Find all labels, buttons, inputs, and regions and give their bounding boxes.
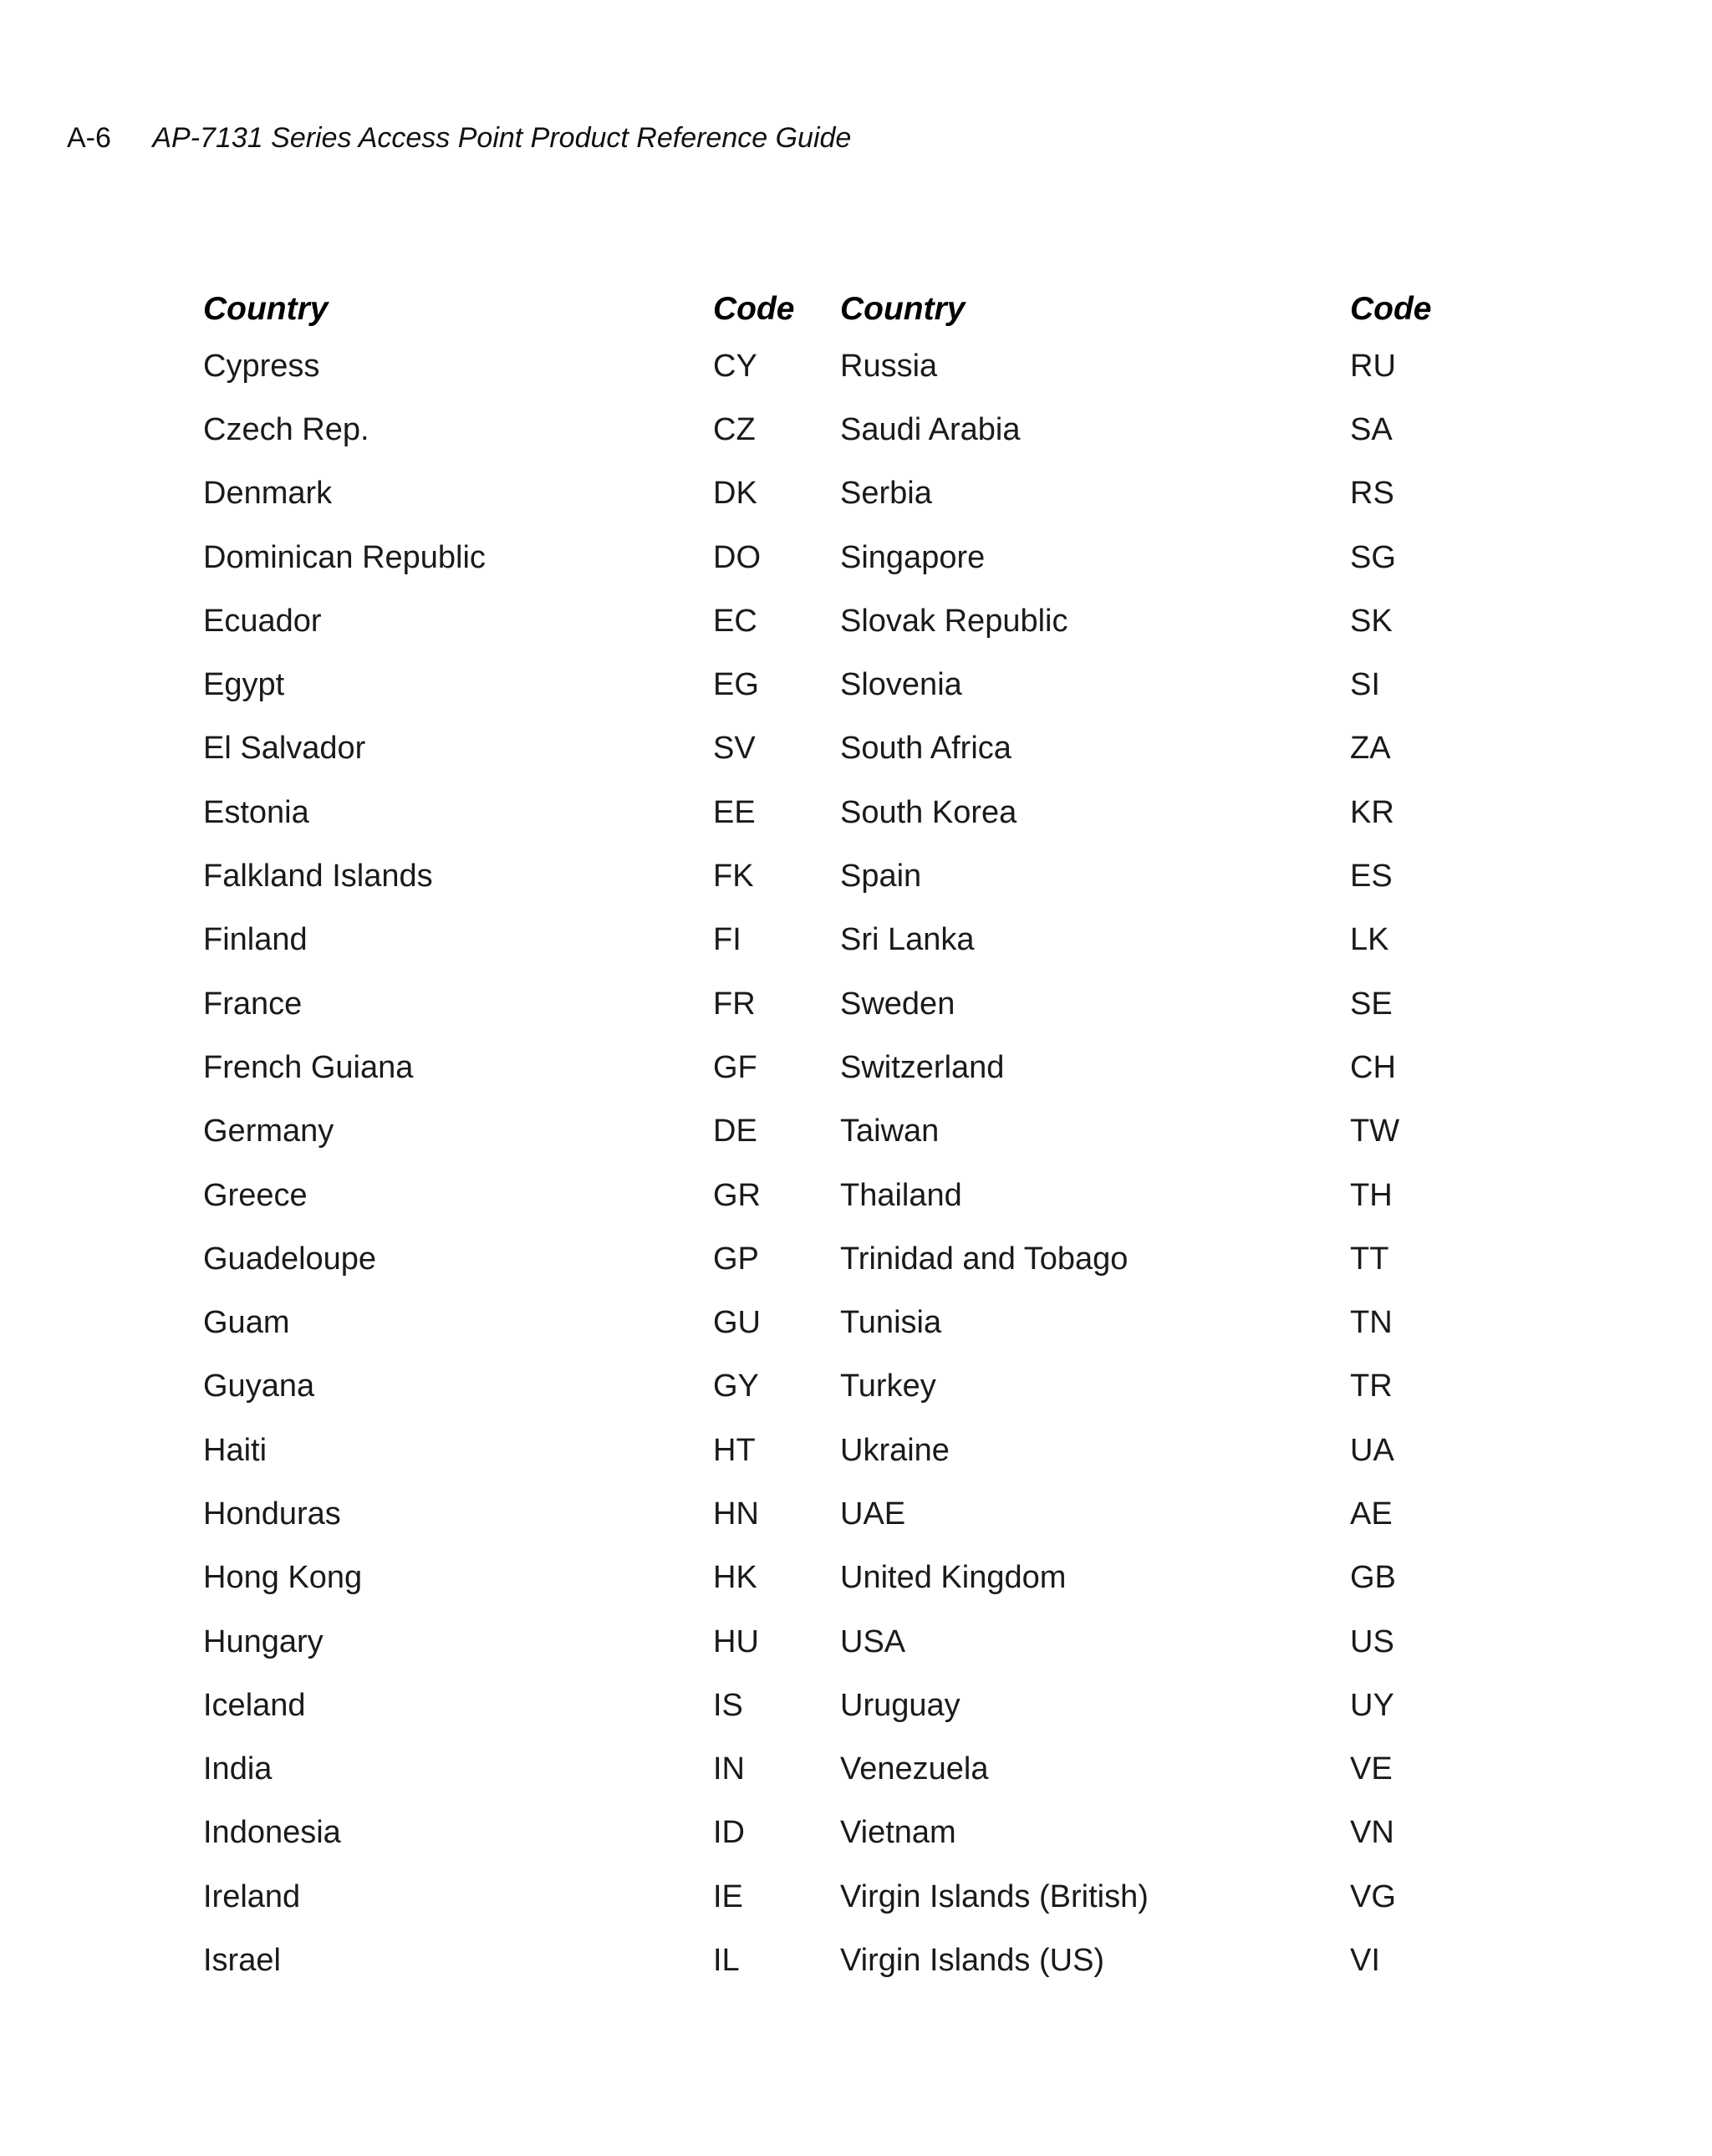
country-cell: Indonesia — [203, 1815, 341, 1851]
country-cell: Denmark — [203, 476, 333, 512]
country-cell: Thailand — [840, 1177, 962, 1213]
code-cell: CH — [1350, 1049, 1396, 1085]
code-cell: AE — [1350, 1496, 1393, 1532]
table-row — [203, 1929, 1541, 1992]
code-cell: RS — [1350, 476, 1394, 512]
country-cell: USA — [840, 1623, 906, 1659]
country-cell: Venezuela — [840, 1751, 989, 1787]
country-cell: Sri Lanka — [840, 922, 975, 958]
country-cell: Ireland — [203, 1878, 301, 1914]
code-cell: VI — [1350, 1943, 1380, 1979]
country-cell: Guam — [203, 1305, 290, 1341]
country-cell: India — [203, 1751, 273, 1787]
page-number: A-6 — [67, 122, 111, 154]
country-cell: Virgin Islands (British) — [840, 1878, 1149, 1914]
column-header-code: Code — [1350, 291, 1432, 327]
code-cell: GU — [713, 1305, 761, 1341]
country-cell: Guyana — [203, 1369, 315, 1404]
table-row — [203, 398, 1541, 461]
country-cell: El Salvador — [203, 731, 366, 767]
code-cell: TW — [1350, 1114, 1400, 1149]
country-cell: Falkland Islands — [203, 859, 433, 895]
code-cell: KR — [1350, 794, 1394, 830]
table-row — [203, 1100, 1541, 1164]
country-cell: South Africa — [840, 731, 1011, 767]
column-header-country: Country — [203, 291, 329, 327]
code-cell: TH — [1350, 1177, 1393, 1213]
table-row — [203, 1738, 1541, 1802]
country-cell: South Korea — [840, 794, 1017, 830]
country-cell: Russia — [840, 348, 938, 384]
code-cell: GP — [713, 1241, 759, 1277]
country-cell: Uruguay — [840, 1687, 960, 1723]
table-row — [203, 334, 1541, 398]
country-cell: Greece — [203, 1177, 308, 1213]
country-cell: Guadeloupe — [203, 1241, 377, 1277]
code-cell: LK — [1350, 922, 1389, 958]
country-cell: Czech Rep. — [203, 411, 369, 447]
table-row — [203, 909, 1541, 972]
country-cell: Hong Kong — [203, 1560, 363, 1596]
country-code-table — [203, 284, 1541, 1993]
table-row — [203, 1355, 1541, 1419]
country-cell: Saudi Arabia — [840, 411, 1021, 447]
table-row — [203, 781, 1541, 844]
country-cell: United Kingdom — [840, 1560, 1067, 1596]
code-cell: SK — [1350, 603, 1393, 639]
code-cell: UY — [1350, 1687, 1394, 1723]
column-header-country: Country — [840, 291, 966, 327]
table-row — [203, 1482, 1541, 1546]
country-cell: Singapore — [840, 539, 986, 575]
code-cell: DO — [713, 539, 761, 575]
country-cell: Taiwan — [840, 1114, 940, 1149]
country-cell: Israel — [203, 1943, 281, 1979]
table-row — [203, 1419, 1541, 1482]
country-cell: Haiti — [203, 1432, 268, 1468]
code-cell: GB — [1350, 1560, 1396, 1596]
code-cell: VN — [1350, 1815, 1394, 1851]
country-cell: UAE — [840, 1496, 906, 1532]
code-cell: RU — [1350, 348, 1396, 384]
country-cell: Tunisia — [840, 1305, 942, 1341]
table-row — [203, 1291, 1541, 1354]
code-cell: CZ — [713, 411, 756, 447]
code-cell: TN — [1350, 1305, 1393, 1341]
code-cell: TT — [1350, 1241, 1389, 1277]
country-cell: Switzerland — [840, 1049, 1005, 1085]
table-body — [203, 334, 1541, 1993]
code-cell: EG — [713, 667, 759, 703]
code-cell: ID — [713, 1815, 745, 1851]
country-cell: Slovak Republic — [840, 603, 1068, 639]
country-cell: Germany — [203, 1114, 334, 1149]
code-cell: ES — [1350, 859, 1393, 895]
table-row — [203, 653, 1541, 716]
country-cell: Finland — [203, 922, 308, 958]
code-cell: FI — [713, 922, 741, 958]
country-cell: Cypress — [203, 348, 320, 384]
page-header — [67, 117, 851, 159]
code-cell: IE — [713, 1878, 743, 1914]
country-cell: Virgin Islands (US) — [840, 1943, 1105, 1979]
code-cell: SG — [1350, 539, 1396, 575]
country-cell: Ukraine — [840, 1432, 950, 1468]
country-cell: Sweden — [840, 986, 955, 1022]
code-cell: US — [1350, 1623, 1394, 1659]
country-cell: Honduras — [203, 1496, 341, 1532]
code-cell: VE — [1350, 1751, 1393, 1787]
country-cell: Serbia — [840, 476, 932, 512]
code-cell: SA — [1350, 411, 1393, 447]
code-cell: SI — [1350, 667, 1380, 703]
code-cell: HU — [713, 1623, 759, 1659]
code-cell: IS — [713, 1687, 743, 1723]
code-cell: UA — [1350, 1432, 1394, 1468]
code-cell: SV — [713, 731, 756, 767]
country-cell: Egypt — [203, 667, 285, 703]
table-row — [203, 462, 1541, 526]
table-row — [203, 1674, 1541, 1737]
code-cell: GY — [713, 1369, 759, 1404]
code-cell: HN — [713, 1496, 759, 1532]
table-header-row — [203, 284, 1541, 334]
code-cell: HK — [713, 1560, 757, 1596]
code-cell: IL — [713, 1943, 740, 1979]
code-cell: IN — [713, 1751, 745, 1787]
country-cell: Dominican Republic — [203, 539, 486, 575]
country-cell: Iceland — [203, 1687, 306, 1723]
column-header-code: Code — [713, 291, 795, 327]
table-row — [203, 526, 1541, 589]
document-title: AP-7131 Series Access Point Product Reference Guide — [152, 122, 852, 154]
code-cell: CY — [713, 348, 757, 384]
country-cell: France — [203, 986, 303, 1022]
country-cell: Turkey — [840, 1369, 936, 1404]
table-row — [203, 717, 1541, 781]
code-cell: EE — [713, 794, 756, 830]
code-cell: DK — [713, 476, 757, 512]
table-row — [203, 1227, 1541, 1291]
country-cell: Vietnam — [840, 1815, 956, 1851]
country-cell: Ecuador — [203, 603, 322, 639]
country-cell: Spain — [840, 859, 922, 895]
code-cell: TR — [1350, 1369, 1393, 1404]
table-row — [203, 1802, 1541, 1865]
table-row — [203, 589, 1541, 653]
code-cell: EC — [713, 603, 757, 639]
code-cell: DE — [713, 1114, 757, 1149]
code-cell: FR — [713, 986, 756, 1022]
table-row — [203, 1610, 1541, 1674]
code-cell: GR — [713, 1177, 761, 1213]
country-cell: Trinidad and Tobago — [840, 1241, 1129, 1277]
code-cell: VG — [1350, 1878, 1396, 1914]
code-cell: ZA — [1350, 731, 1391, 767]
code-cell: GF — [713, 1049, 757, 1085]
country-cell: Slovenia — [840, 667, 962, 703]
table-row — [203, 1164, 1541, 1227]
table-row — [203, 1036, 1541, 1099]
table-row — [203, 844, 1541, 908]
country-cell: French Guiana — [203, 1049, 414, 1085]
country-cell: Hungary — [203, 1623, 324, 1659]
table-row — [203, 972, 1541, 1036]
country-cell: Estonia — [203, 794, 309, 830]
code-cell: FK — [713, 859, 754, 895]
table-row — [203, 1865, 1541, 1929]
code-cell: HT — [713, 1432, 756, 1468]
table-row — [203, 1547, 1541, 1610]
code-cell: SE — [1350, 986, 1393, 1022]
